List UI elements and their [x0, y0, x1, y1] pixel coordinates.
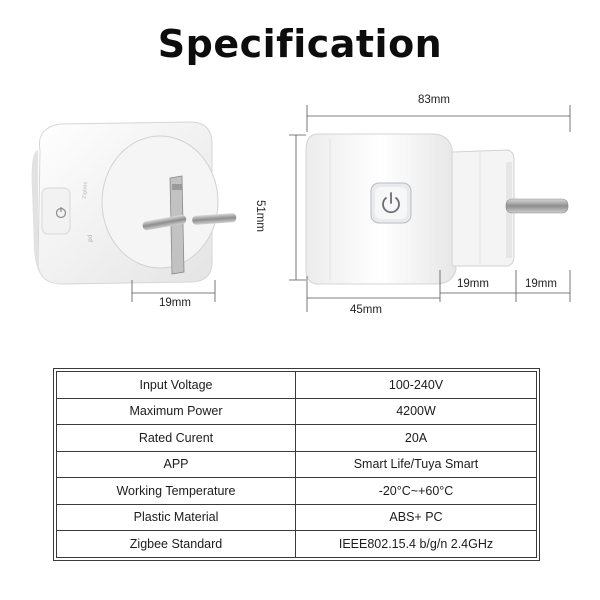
dimension-depth-left-label: 19mm: [159, 297, 191, 309]
spec-label: Plastic Material: [57, 504, 296, 531]
dimension-width-label: 83mm: [418, 94, 450, 106]
svg-text:pd: pd: [87, 234, 94, 242]
product-drawings: [0, 80, 600, 340]
spec-value: 20A: [296, 425, 537, 452]
spec-value: ABS+ PC: [296, 504, 537, 531]
page-title: Specification: [157, 22, 443, 66]
spec-row: [57, 451, 537, 478]
product-dimension-illustration: [0, 80, 600, 340]
spec-row: [57, 398, 537, 425]
power-button: [371, 183, 411, 223]
spec-row: [57, 478, 537, 505]
spec-row: [57, 425, 537, 452]
spec-value: Smart Life/Tuya Smart: [296, 451, 537, 478]
plug-pin: [506, 199, 568, 213]
svg-text:Zigbee: Zigbee: [82, 181, 89, 200]
spec-label: Rated Curent: [57, 425, 296, 452]
spec-row: [57, 531, 537, 558]
dimension-section-a-label: 19mm: [457, 278, 489, 290]
dimension-section-b-label: 19mm: [525, 278, 557, 290]
spec-label: Input Voltage: [57, 372, 296, 399]
spec-label: APP: [57, 451, 296, 478]
spec-row: [57, 504, 537, 531]
spec-value: -20°C~+60°C: [296, 478, 537, 505]
spec-row: [57, 372, 537, 399]
spec-label: Zigbee Standard: [57, 531, 296, 558]
plug-back-view: [32, 122, 237, 302]
spec-label: Maximum Power: [57, 398, 296, 425]
spec-value: 100-240V: [296, 372, 537, 399]
dimension-height-label: 51mm: [254, 200, 266, 232]
specification-table: [56, 371, 537, 558]
spec-value: IEEE802.15.4 b/g/n 2.4GHz: [296, 531, 537, 558]
spec-label: Working Temperature: [57, 478, 296, 505]
spec-value: 4200W: [296, 398, 537, 425]
dimension-body-depth-label: 45mm: [350, 304, 382, 316]
